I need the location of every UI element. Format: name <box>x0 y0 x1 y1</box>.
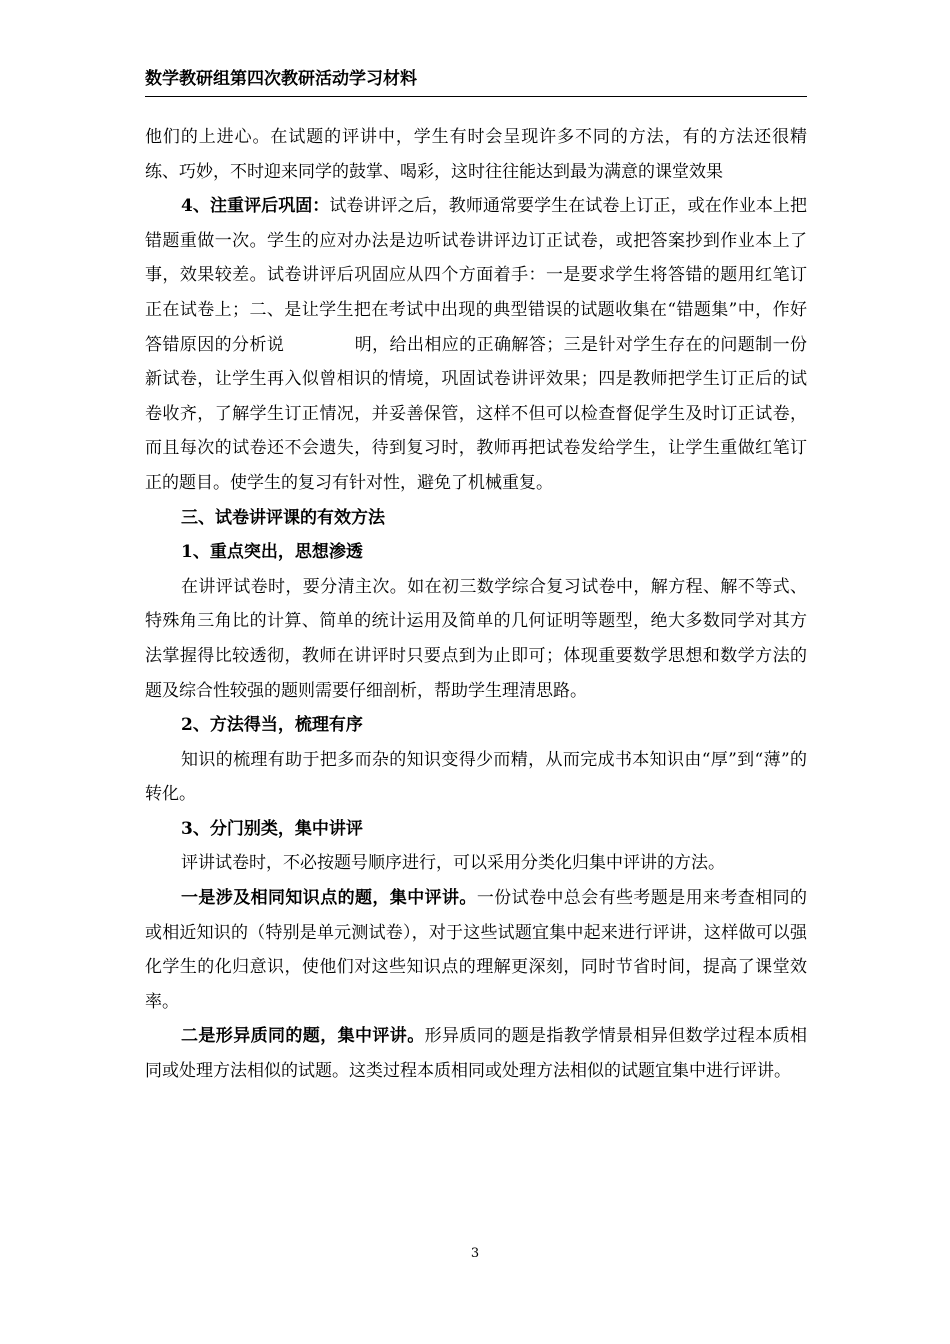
paragraph-review-consolidation <box>145 189 807 500</box>
paragraph-lead: 4、注重评后巩固： <box>181 196 330 217</box>
paragraph-lead: 二是形异质同的题，集中评讲。 <box>181 1026 425 1047</box>
paragraph-text: 试卷讲评之后，教师通常要学生在试卷上订正，或在作业本上把错题重做一次。学生的应对办法是边听试卷讲评边订正试卷，或把答案抄到作业本上了事，效果较差。试卷讲评后巩固应从四个方面着手：一是要求学生将答错的题用红笔订正在试卷上；二、是让学生把在考试中出现的典型错误的试题收集在“错题集”中，作好答错原因的分析说 <box>145 196 807 355</box>
header-title: 数学教研组第四次教研活动学习材料 <box>145 69 417 89</box>
paragraph-text: 他们的上进心。在试题的评讲中，学生有时会呈现许多不同的方法，有的方法还很精练、巧妙，不时迎来同学的鼓掌、喝彩，这时往往能达到最为满意的课堂效果 <box>145 127 807 182</box>
document-body <box>145 120 807 1089</box>
paragraph-different-form-same-essence <box>145 1019 807 1088</box>
subsection-heading-3: 3、分门别类，集中讲评 <box>181 818 363 839</box>
paragraph-key-points: 在讲评试卷时，要分清主次。如在初三数学综合复习试卷中，解方程、解不等式、特殊角三角比的计算、简单的统计运用及简单的几何证明等题型，绝大多数同学对其方法掌握得比较透彻，教师在讲评时只要点到为止即可；体现重要数学思想和数学方法的题及综合性较强的题则需要仔细剖析，帮助学生理清思路。 <box>145 576 807 701</box>
page-header <box>145 62 807 97</box>
page-number: 3 <box>470 1246 480 1261</box>
paragraph-text: 一份试卷中总会有些考题是用来考查相同的或相近知识的（特别是单元测试卷），对于这些试题宜集中起来进行评讲，这样做可以强化学生的化归意识，使他们对这些知识点的理解更深刻，同时节省时间，提高了课堂效率。 <box>145 888 808 1012</box>
section-heading: 三、试卷讲评课的有效方法 <box>181 507 385 528</box>
paragraph-text: 明，给出相应的正确解答；三是针对学生存在的问题制一份新试卷，让学生再入似曾相识的情境，巩固试卷讲评效果；四是教师把学生订正后的试卷收齐，了解学生订正情况，并妥善保管，这样不但可以检查督促学生及时订正试卷，而且每次的试卷还不会遗失，待到复习时，教师再把试卷发给学生，让学生重做红笔订正的题目。使学生的复习有针对性，避免了机械重复。 <box>145 334 808 493</box>
paragraph-continuation <box>145 120 807 189</box>
paragraph-text: 形异质同的题是指教学情景相异但数学过程本质相同或处理方法相似的试题。这类过程本质相同或处理方法相似的试题宜集中进行评讲。 <box>145 1026 808 1082</box>
subsection-heading-1: 1、重点突出，思想渗透 <box>181 542 363 563</box>
paragraph-categorized-review: 评讲试卷时，不必按题号顺序进行，可以采用分类化归集中评讲的方法。 <box>181 853 725 874</box>
paragraph-knowledge-organization: 知识的梳理有助于把多而杂的知识变得少而精，从而完成书本知识由“厚”到“薄”的转化。 <box>145 749 807 805</box>
subsection-heading-2: 2、方法得当，梳理有序 <box>181 715 363 736</box>
paragraph-lead: 一是涉及相同知识点的题，集中评讲。 <box>181 888 477 909</box>
paragraph-same-knowledge <box>145 881 807 1019</box>
